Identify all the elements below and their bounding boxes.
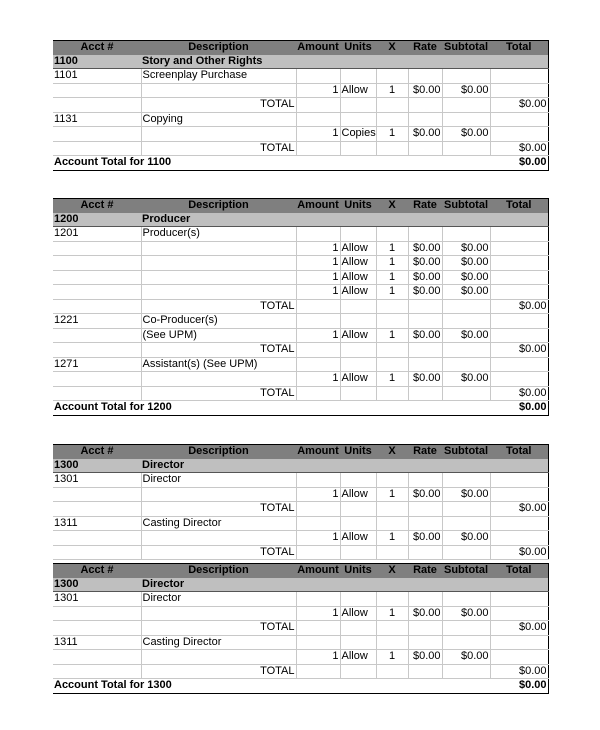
column-header: Description	[141, 564, 296, 578]
detail-row	[53, 328, 548, 343]
total-row	[53, 545, 548, 560]
item-description: Copying	[141, 112, 296, 127]
units-cell: Allow	[340, 270, 376, 285]
category-title: Director	[141, 578, 296, 592]
total-label: TOTAL	[141, 141, 296, 156]
category-code: 1200	[53, 213, 141, 227]
x-cell: 1	[376, 606, 408, 621]
header-row	[53, 445, 548, 459]
category-row	[53, 213, 548, 227]
total-value: $0.00	[490, 621, 548, 636]
account-total-label: Account Total for 1200	[53, 401, 490, 416]
total-value: $0.00	[490, 545, 548, 560]
amount-cell: 1	[296, 606, 340, 621]
column-header: Subtotal	[444, 445, 488, 458]
x-cell: 1	[376, 256, 408, 271]
acct-number: 1221	[53, 314, 141, 329]
subtotal-cell: $0.00	[442, 531, 490, 546]
detail-row	[53, 285, 548, 300]
column-header: Amount	[297, 199, 339, 212]
acct-number: 1311	[53, 635, 141, 650]
column-header: Rate	[408, 445, 442, 459]
account-total-value: $0.00	[490, 401, 548, 416]
amount-cell: 1	[296, 531, 340, 546]
amount-cell: 1	[296, 127, 340, 142]
column-header: Description	[141, 199, 296, 213]
account-total-value: $0.00	[490, 679, 548, 694]
subtotal-cell: $0.00	[442, 285, 490, 300]
total-value: $0.00	[490, 502, 548, 517]
detail-row	[53, 83, 548, 98]
column-header: Description	[141, 445, 296, 459]
total-label: TOTAL	[141, 545, 296, 560]
item-description: Assistant(s) (See UPM)	[141, 357, 296, 372]
column-header: Rate	[408, 564, 442, 578]
header-row	[53, 564, 548, 578]
x-cell: 1	[376, 372, 408, 387]
budget-table-1300	[53, 444, 549, 560]
column-header: Total	[490, 564, 548, 578]
column-header: Acct #	[53, 199, 141, 213]
amount-cell: 1	[296, 487, 340, 502]
amount-cell: 1	[296, 650, 340, 665]
detail-row	[53, 487, 548, 502]
line-item-row	[53, 227, 548, 242]
subtotal-cell: $0.00	[442, 328, 490, 343]
amount-cell: 1	[296, 285, 340, 300]
header-row	[53, 41, 548, 55]
units-cell: Allow	[340, 328, 376, 343]
column-header: X	[376, 41, 408, 55]
units-cell: Allow	[340, 650, 376, 665]
item-description: Director	[141, 592, 296, 607]
x-cell: 1	[376, 650, 408, 665]
column-header: Rate	[408, 199, 442, 213]
column-header: Units	[340, 564, 376, 578]
detail-row	[53, 241, 548, 256]
detail-row	[53, 606, 548, 621]
column-header: Total	[490, 199, 548, 213]
total-row	[53, 621, 548, 636]
total-row	[53, 502, 548, 517]
subtotal-cell: $0.00	[442, 270, 490, 285]
category-title: Director	[141, 459, 296, 473]
acct-number: 1271	[53, 357, 141, 372]
line-item-row	[53, 357, 548, 372]
rate-cell: $0.00	[408, 256, 442, 271]
budget-table-1200	[53, 198, 549, 416]
rate-cell: $0.00	[408, 650, 442, 665]
total-value: $0.00	[490, 343, 548, 358]
units-cell: Allow	[340, 372, 376, 387]
total-label: TOTAL	[141, 98, 296, 113]
header-row	[53, 199, 548, 213]
detail-row	[53, 127, 548, 142]
subtotal-cell: $0.00	[442, 241, 490, 256]
amount-cell: 1	[296, 83, 340, 98]
x-cell: 1	[376, 531, 408, 546]
total-label: TOTAL	[141, 621, 296, 636]
category-row	[53, 55, 548, 69]
total-value: $0.00	[490, 299, 548, 314]
rate-cell: $0.00	[408, 83, 442, 98]
column-header: Acct #	[53, 564, 141, 578]
subtotal-cell: $0.00	[442, 606, 490, 621]
column-header: Total	[490, 445, 548, 459]
detail-row	[53, 256, 548, 271]
item-description: Director	[141, 473, 296, 488]
units-cell: Allow	[340, 83, 376, 98]
item-description: Casting Director	[141, 635, 296, 650]
acct-number: 1301	[53, 473, 141, 488]
subtotal-cell: $0.00	[442, 372, 490, 387]
column-header: Amount	[297, 445, 339, 458]
category-row	[53, 578, 548, 592]
total-row	[53, 141, 548, 156]
rate-cell: $0.00	[408, 127, 442, 142]
item-description: Screenplay Purchase	[141, 69, 296, 84]
detail-row	[53, 531, 548, 546]
total-label: TOTAL	[141, 386, 296, 401]
column-header: Subtotal	[444, 564, 488, 577]
line-item-row	[53, 592, 548, 607]
column-header: Rate	[408, 41, 442, 55]
total-row	[53, 664, 548, 679]
column-header: Description	[141, 41, 296, 55]
column-header: Amount	[297, 41, 339, 54]
subtotal-cell: $0.00	[442, 487, 490, 502]
x-cell: 1	[376, 127, 408, 142]
total-label: TOTAL	[141, 502, 296, 517]
acct-number: 1301	[53, 592, 141, 607]
rate-cell: $0.00	[408, 328, 442, 343]
detail-row	[53, 270, 548, 285]
column-header: X	[376, 199, 408, 213]
total-label: TOTAL	[141, 299, 296, 314]
amount-cell: 1	[296, 328, 340, 343]
units-cell: Allow	[340, 606, 376, 621]
total-label: TOTAL	[141, 343, 296, 358]
x-cell: 1	[376, 285, 408, 300]
subtotal-cell: $0.00	[442, 83, 490, 98]
line-item-row	[53, 473, 548, 488]
column-header: Units	[340, 199, 376, 213]
account-total-label: Account Total for 1300	[53, 679, 490, 694]
amount-cell: 1	[296, 372, 340, 387]
x-cell: 1	[376, 328, 408, 343]
detail-row	[53, 372, 548, 387]
line-item-row	[53, 112, 548, 127]
category-code: 1300	[53, 578, 141, 592]
rate-cell: $0.00	[408, 487, 442, 502]
item-description: Producer(s)	[141, 227, 296, 242]
subtotal-cell: $0.00	[442, 650, 490, 665]
x-cell: 1	[376, 241, 408, 256]
rate-cell: $0.00	[408, 606, 442, 621]
total-value: $0.00	[490, 664, 548, 679]
line-item-row	[53, 635, 548, 650]
acct-number: 1311	[53, 516, 141, 531]
units-cell: Allow	[340, 241, 376, 256]
category-code: 1300	[53, 459, 141, 473]
rate-cell: $0.00	[408, 241, 442, 256]
account-total-row	[53, 156, 548, 171]
column-header: X	[376, 445, 408, 459]
rate-cell: $0.00	[408, 270, 442, 285]
total-value: $0.00	[490, 386, 548, 401]
line-item-row	[53, 516, 548, 531]
item-description: Co-Producer(s)	[141, 314, 296, 329]
x-cell: 1	[376, 487, 408, 502]
line-item-row	[53, 69, 548, 84]
total-label: TOTAL	[141, 664, 296, 679]
x-cell: 1	[376, 83, 408, 98]
total-value: $0.00	[490, 98, 548, 113]
rate-cell: $0.00	[408, 531, 442, 546]
subtotal-cell: $0.00	[442, 127, 490, 142]
budget-table-1300	[53, 563, 549, 694]
total-row	[53, 98, 548, 113]
column-header: Subtotal	[444, 199, 488, 212]
acct-number: 1131	[53, 112, 141, 127]
amount-cell: 1	[296, 241, 340, 256]
subtotal-cell: $0.00	[442, 256, 490, 271]
units-cell: Copies	[341, 127, 376, 140]
total-value: $0.00	[490, 141, 548, 156]
total-row	[53, 343, 548, 358]
column-header: X	[376, 564, 408, 578]
item-description: Casting Director	[141, 516, 296, 531]
account-total-row	[53, 401, 548, 416]
units-cell: Allow	[340, 285, 376, 300]
rate-cell: $0.00	[408, 285, 442, 300]
line-item-row	[53, 314, 548, 329]
category-title: Story and Other Rights	[141, 55, 296, 69]
detail-description: (See UPM)	[141, 328, 296, 343]
category-code: 1100	[53, 55, 141, 69]
total-row	[53, 299, 548, 314]
category-title: Producer	[141, 213, 296, 227]
budget-table-1100	[53, 40, 549, 171]
column-header: Acct #	[53, 445, 141, 459]
column-header: Units	[340, 41, 376, 55]
column-header: Amount	[297, 564, 339, 577]
column-header: Total	[490, 41, 548, 55]
acct-number: 1201	[53, 227, 141, 242]
account-total-value: $0.00	[490, 156, 548, 171]
units-cell: Allow	[340, 487, 376, 502]
detail-row	[53, 650, 548, 665]
column-header: Acct #	[53, 41, 141, 55]
rate-cell: $0.00	[408, 372, 442, 387]
units-cell: Allow	[340, 256, 376, 271]
account-total-label: Account Total for 1100	[53, 156, 490, 171]
column-header: Subtotal	[444, 41, 488, 54]
column-header: Units	[340, 445, 376, 459]
amount-cell: 1	[296, 256, 340, 271]
acct-number: 1101	[53, 69, 141, 84]
amount-cell: 1	[296, 270, 340, 285]
category-row	[53, 459, 548, 473]
total-row	[53, 386, 548, 401]
x-cell: 1	[376, 270, 408, 285]
account-total-row	[53, 679, 548, 694]
units-cell: Allow	[340, 531, 376, 546]
